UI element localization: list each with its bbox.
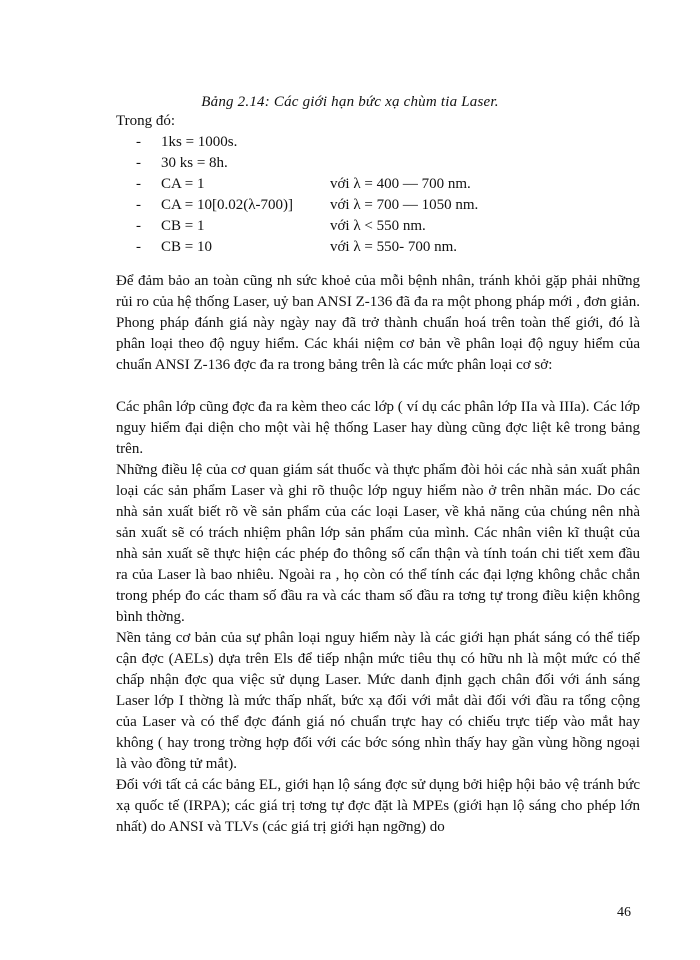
list-bullet: - (136, 155, 141, 171)
definition-condition: với λ < 550 nm. (330, 218, 426, 234)
intro-label: Trong đó: (116, 113, 176, 129)
list-bullet: - (136, 134, 141, 150)
definition-item: CA = 1 (161, 176, 205, 192)
paragraph-el-tables: Đối với tất cả các bảng EL, giới hạn lộ sáng đợc sử dụng bởi hiệp hội bảo vệ tránh bức xạ quốc tế (IRPA); các giá trị tơng tự đợc đặt là MPEs (giới hạn lộ sáng cho phép lớn nhất) do ANSI và TLVs (các giá trị giới hạn ngỡng) do (116, 777, 640, 835)
definition-item: CB = 1 (161, 218, 205, 234)
paragraph-manufacturer-rules: Những điều lệ của cơ quan giám sát thuốc và thực phẩm đòi hỏi các nhà sản xuất phân loại các sản phẩm Laser và ghi rõ thuộc lớp nguy hiểm nào ở trên nhãn mác. Do các nhà sản xuất biết rõ về sản phẩm của các loại Laser, về khả năng của chúng nên nhà sản xuất sẽ có trách nhiệm phân lớp sản phẩm của mình. Các nhân viên kĩ thuật của nhà sản xuất sẽ thực hiện các phép đo thông số cẩn thận và tính toán chi tiết xem đầu ra của Laser là bao nhiêu. Ngoài ra , họ còn có thể tính các đại lợng không chắc chắn trong phép đo các tham số đầu ra và các tham số đầu ra tơng tự trong điều kiện không bình thờng. (116, 462, 640, 625)
page-number: 46 (617, 905, 631, 920)
definition-item: CB = 10 (161, 239, 212, 255)
paragraph-ael-basis: Nền tảng cơ bản của sự phân loại nguy hiểm này là các giới hạn phát sáng có thể tiếp cận đợc (AELs) dựa trên Els để tiếp nhận mức tiêu thụ có hữu nh là một mức có thể chấp nhận đợc qua việc sử dụng Laser. Mức danh định gạch chân đối với ánh sáng Laser lớp I thờng là mức thấp nhất, bức xạ đối với mắt dài đối với đầu ra tổng cộng của Laser và có thể đợc đánh giá nó chuẩn trực hay có chiếu trực tiếp vào mắt hay không ( hay trong trờng hợp đối với các bớc sóng nhìn thấy hay gần vùng hồng ngoại là vào đồng tử mắt). (116, 630, 640, 772)
table-caption: Bảng 2.14: Các giới hạn bức xạ chùm tia Laser. (201, 94, 499, 110)
definition-item: 1ks = 1000s. (161, 134, 238, 150)
list-bullet: - (136, 197, 141, 213)
definition-item: 30 ks = 8h. (161, 155, 228, 171)
list-bullet: - (136, 176, 141, 192)
definition-item: CA = 10[0.02(λ-700)] (161, 197, 293, 213)
paragraph-safety-classification: Để đảm bảo an toàn cũng nh sức khoẻ của mỗi bệnh nhân, tránh khỏi gặp phải những rủi ro của hệ thống Laser, uỷ ban ANSI Z-136 đã đa ra một phong pháp mới , đơn giản. Phong pháp đánh giá này ngày nay đã trở thành chuẩn hoá trên toàn thế giới, đó là phân loại theo độ nguy hiểm. Các khái niệm cơ bản về phân loại độ nguy hiểm của chuẩn ANSI Z-136 đợc đa ra trong bảng trên là các mức phân loại cơ sở: (116, 273, 640, 373)
list-bullet: - (136, 239, 141, 255)
definition-condition: với λ = 400 — 700 nm. (330, 176, 471, 192)
definition-condition: với λ = 550- 700 nm. (330, 239, 457, 255)
definition-condition: với λ = 700 — 1050 nm. (330, 197, 479, 213)
list-bullet: - (136, 218, 141, 234)
paragraph-subclasses: Các phân lớp cũng đợc đa ra kèm theo các lớp ( ví dụ các phân lớp IIa và IIIa). Các lớp nguy hiểm đại diện cho một vài hệ thống Laser hay dùng cũng đợc liệt kê trong bảng trên. (116, 399, 640, 457)
